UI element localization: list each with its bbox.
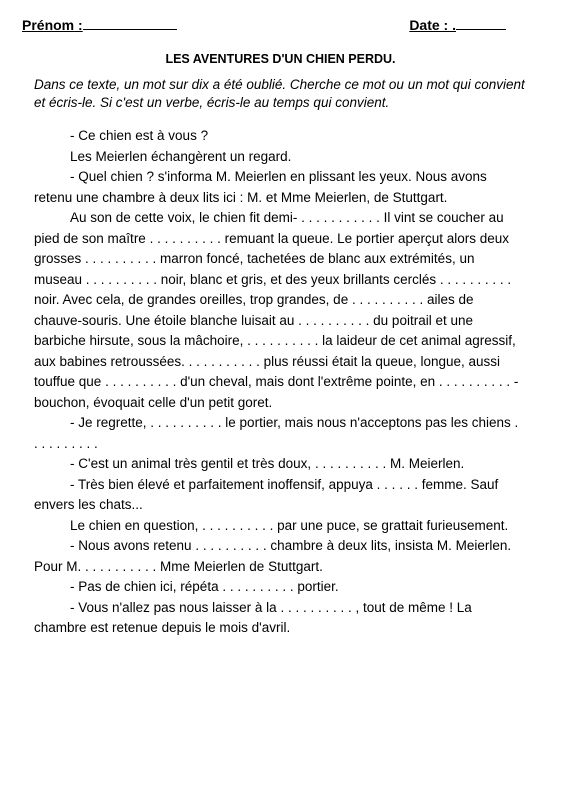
prenom-label: Prénom :: [22, 17, 83, 33]
story-text: [34, 126, 523, 639]
paragraph-11: - Vous n'allez pas nous laisser à la . . . . . . . . . . , tout de même ! La chambre est retenue depuis le mois d'avril.: [34, 599, 472, 635]
paragraph-5: - Je regrette, . . . . . . . . . . le portier, mais nous n'acceptons pas les chiens . . . . . . . . . .: [34, 415, 519, 451]
prenom-field[interactable]: [22, 15, 177, 33]
date-field[interactable]: [409, 15, 506, 33]
paragraph-4: Au son de cette voix, le chien fit demi- . . . . . . . . . . . Il vint se coucher au pied de son maître . . . . . . . . . . remuant la queue. Le portier aperçut alors deux grosses . . . . . . . . . . marron foncé, tachetées de blanc aux extrémités, un museau . . . . . . . . . . noir, blanc et gris, et des yeux brillants cerclés . . . . . . . . . . noir. Avec cela, de grandes oreilles, trop grandes, de . . . . . . . . . . ailes de chauve-souris. Une étoile blanche luisait au . . . . . . . . . . du poitrail et une barbiche hirsute, sous la mâchoire, . . . . . . . . . . la laideur de cet animal agressif, aux babines retroussées. . . . . . . . . . . plus réussi était la queue, longue, aussi touffue que . . . . . . . . . . d'un cheval, mais dont l'extrême pointe, en . . . . . . . . . . -bouchon, évoquait celle d'un petit goret.: [34, 210, 519, 410]
paragraph-9: - Nous avons retenu . . . . . . . . . . chambre à deux lits, insista M. Meierlen. Pour M. . . . . . . . . . . Mme Meierlen de Stuttgart.: [34, 538, 512, 574]
paragraph-7: - Très bien élevé et parfaitement inoffensif, appuya . . . . . . femme. Sauf envers les chats...: [34, 476, 499, 512]
paragraph-8: Le chien en question, . . . . . . . . . . par une puce, se grattait furieusement.: [70, 517, 509, 533]
paragraph-2: Les Meierlen échangèrent un regard.: [70, 148, 292, 164]
prenom-blank-line[interactable]: [83, 15, 177, 30]
paragraph-10: - Pas de chien ici, répéta . . . . . . . . . . portier.: [70, 579, 339, 594]
date-label: Date : .: [409, 17, 456, 33]
date-blank-line[interactable]: [456, 15, 506, 30]
paragraph-6: - C'est un animal très gentil et très doux, . . . . . . . . . . M. Meierlen.: [70, 456, 465, 471]
paragraph-3: - Quel chien ? s'informa M. Meierlen en plissant les yeux. Nous avons retenu une chambre à deux lits ici : M. et Mme Meierlen, de Stuttgart.: [34, 169, 487, 205]
instructions-text: Dans ce texte, un mot sur dix a été oublié. Cherche ce mot ou un mot qui convient et écris-le. Si c'est un verbe, écris-le au temps qui convient.: [34, 77, 525, 110]
worksheet-title: LES AVENTURES D'UN CHIEN PERDU.: [165, 52, 396, 66]
worksheet-header: [22, 15, 506, 35]
paragraph-1: - Ce chien est à vous ?: [70, 128, 209, 143]
